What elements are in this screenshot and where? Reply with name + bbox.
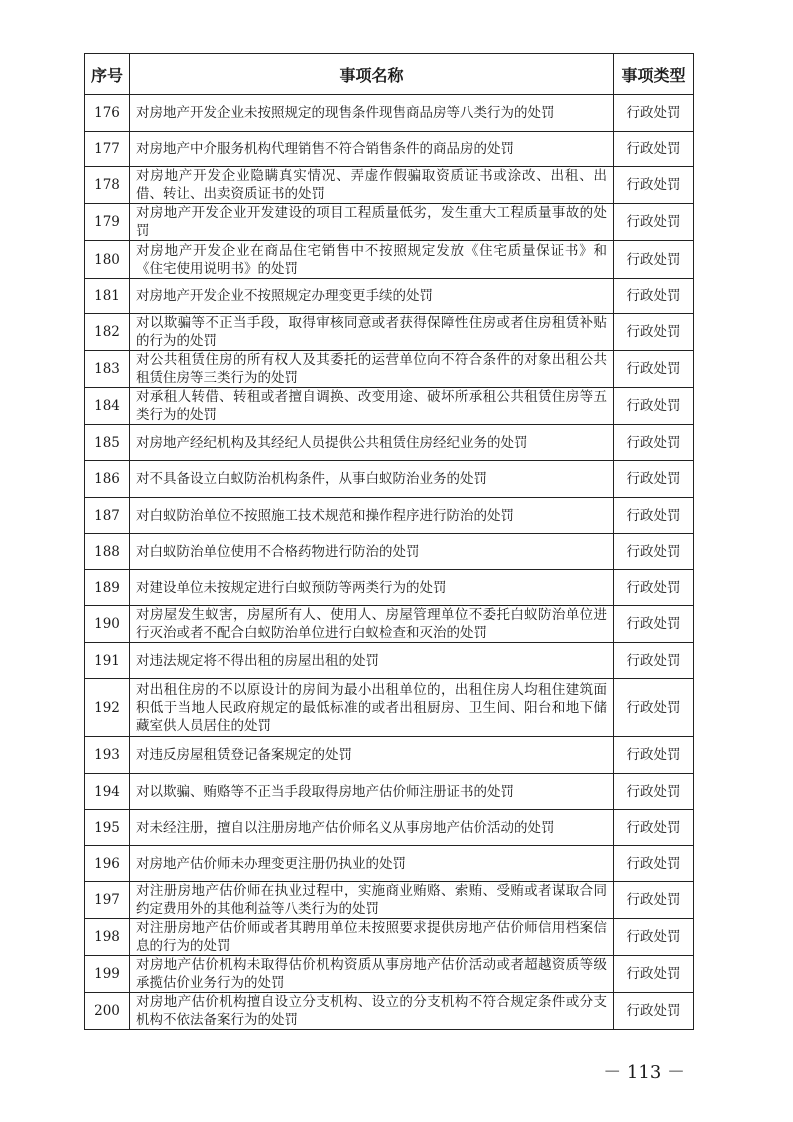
row-name: 对房地产开发企业开发建设的项目工程质量低劣，发生重大工程质量事故的处罚 [130, 204, 614, 241]
row-type: 行政处罚 [614, 643, 694, 679]
row-name: 对白蚁防治单位不按照施工技术规范和操作程序进行防治的处罚 [130, 498, 614, 534]
table-row [85, 534, 694, 570]
row-name: 对公共租赁住房的所有权人及其委托的运营单位向不符合条件的对象出租公共租赁住房等三类行为的处罚 [130, 351, 614, 388]
row-name: 对注册房地产估价师或者其聘用单位未按照要求提供房地产估价师信用档案信息的行为的处罚 [130, 919, 614, 956]
row-num: 200 [85, 993, 130, 1030]
row-num: 183 [85, 351, 130, 388]
row-type: 行政处罚 [614, 314, 694, 351]
row-name: 对未经注册，擅自以注册房地产估价师名义从事房地产估价活动的处罚 [130, 810, 614, 846]
row-type: 行政处罚 [614, 956, 694, 993]
row-name: 对房屋发生蚁害，房屋所有人、使用人、房屋管理单位不委托白蚁防治单位进行灭治或者不配合白蚁防治单位进行白蚁检查和灭治的处罚 [130, 606, 614, 643]
row-type: 行政处罚 [614, 241, 694, 279]
table-row [85, 95, 694, 132]
row-num: 194 [85, 774, 130, 810]
table-row [85, 993, 694, 1030]
row-type: 行政处罚 [614, 606, 694, 643]
table-row [85, 314, 694, 351]
row-name: 对房地产估价机构未取得估价机构资质从事房地产估价活动或者超越资质等级承揽估价业务行为的处罚 [130, 956, 614, 993]
row-num: 193 [85, 737, 130, 774]
row-num: 196 [85, 846, 130, 882]
row-num: 177 [85, 132, 130, 167]
row-name: 对出租住房的不以原设计的房间为最小出租单位的，出租住房人均租住建筑面积低于当地人民政府规定的最低标准的或者出租厨房、卫生间、阳台和地下储藏室供人员居住的处罚 [130, 679, 614, 737]
row-num: 180 [85, 241, 130, 279]
row-name: 对房地产估价机构擅自设立分支机构、设立的分支机构不符合规定条件或分支机构不依法备案行为的处罚 [130, 993, 614, 1030]
table-row [85, 461, 694, 498]
header-name: 事项名称 [130, 54, 614, 95]
row-num: 186 [85, 461, 130, 498]
table-row [85, 919, 694, 956]
table-row [85, 570, 694, 606]
row-name: 对房地产开发企业在商品住宅销售中不按照规定发放《住宅质量保证书》和《住宅使用说明书》的处罚 [130, 241, 614, 279]
table-row [85, 737, 694, 774]
page-number: － 113 － [603, 1062, 685, 1083]
header-row [85, 54, 694, 95]
table-row [85, 882, 694, 919]
matters-table [84, 53, 694, 1030]
row-type: 行政处罚 [614, 167, 694, 204]
row-type: 行政处罚 [614, 993, 694, 1030]
row-type: 行政处罚 [614, 388, 694, 425]
row-type: 行政处罚 [614, 279, 694, 314]
row-num: 189 [85, 570, 130, 606]
row-type: 行政处罚 [614, 919, 694, 956]
row-name: 对房地产估价师未办理变更注册仍执业的处罚 [130, 846, 614, 882]
table-row [85, 204, 694, 241]
header-type: 事项类型 [614, 54, 694, 95]
row-type: 行政处罚 [614, 425, 694, 461]
row-type: 行政处罚 [614, 498, 694, 534]
row-type: 行政处罚 [614, 95, 694, 132]
table-row [85, 643, 694, 679]
row-name: 对违反房屋租赁登记备案规定的处罚 [130, 737, 614, 774]
row-num: 185 [85, 425, 130, 461]
table-row [85, 425, 694, 461]
table-row [85, 956, 694, 993]
row-name: 对建设单位未按规定进行白蚁预防等两类行为的处罚 [130, 570, 614, 606]
table-row [85, 774, 694, 810]
row-num: 195 [85, 810, 130, 846]
row-num: 182 [85, 314, 130, 351]
row-num: 179 [85, 204, 130, 241]
row-name: 对不具备设立白蚁防治机构条件，从事白蚁防治业务的处罚 [130, 461, 614, 498]
table-row [85, 606, 694, 643]
table-row [85, 167, 694, 204]
row-name: 对房地产开发企业未按照规定的现售条件现售商品房等八类行为的处罚 [130, 95, 614, 132]
row-type: 行政处罚 [614, 204, 694, 241]
row-type: 行政处罚 [614, 846, 694, 882]
table-body [85, 95, 694, 1030]
row-num: 191 [85, 643, 130, 679]
row-type: 行政处罚 [614, 882, 694, 919]
row-num: 199 [85, 956, 130, 993]
table-row [85, 388, 694, 425]
row-name: 对房地产经纪机构及其经纪人员提供公共租赁住房经纪业务的处罚 [130, 425, 614, 461]
row-type: 行政处罚 [614, 570, 694, 606]
row-name: 对房地产开发企业不按照规定办理变更手续的处罚 [130, 279, 614, 314]
row-type: 行政处罚 [614, 132, 694, 167]
row-type: 行政处罚 [614, 737, 694, 774]
row-type: 行政处罚 [614, 810, 694, 846]
row-type: 行政处罚 [614, 774, 694, 810]
row-type: 行政处罚 [614, 351, 694, 388]
row-type: 行政处罚 [614, 534, 694, 570]
row-name: 对违法规定将不得出租的房屋出租的处罚 [130, 643, 614, 679]
row-num: 187 [85, 498, 130, 534]
row-type: 行政处罚 [614, 461, 694, 498]
table-row [85, 679, 694, 737]
table-row [85, 132, 694, 167]
row-num: 192 [85, 679, 130, 737]
table-row [85, 279, 694, 314]
table-row [85, 498, 694, 534]
row-num: 176 [85, 95, 130, 132]
table-row [85, 241, 694, 279]
row-num: 184 [85, 388, 130, 425]
row-name: 对承租人转借、转租或者擅自调换、改变用途、破坏所承租公共租赁住房等五类行为的处罚 [130, 388, 614, 425]
row-num: 197 [85, 882, 130, 919]
row-name: 对以欺骗、贿赂等不正当手段取得房地产估价师注册证书的处罚 [130, 774, 614, 810]
row-num: 181 [85, 279, 130, 314]
row-num: 178 [85, 167, 130, 204]
row-name: 对房地产中介服务机构代理销售不符合销售条件的商品房的处罚 [130, 132, 614, 167]
table-row [85, 351, 694, 388]
row-name: 对注册房地产估价师在执业过程中，实施商业贿赂、索贿、受贿或者谋取合同约定费用外的其他利益等八类行为的处罚 [130, 882, 614, 919]
row-name: 对房地产开发企业隐瞒真实情况、弄虚作假骗取资质证书或涂改、出租、出借、转让、出卖资质证书的处罚 [130, 167, 614, 204]
table-row [85, 810, 694, 846]
header-num: 序号 [85, 54, 130, 95]
row-num: 188 [85, 534, 130, 570]
row-num: 198 [85, 919, 130, 956]
row-type: 行政处罚 [614, 679, 694, 737]
row-name: 对以欺骗等不正当手段，取得审核同意或者获得保障性住房或者住房租赁补贴的行为的处罚 [130, 314, 614, 351]
row-name: 对白蚁防治单位使用不合格药物进行防治的处罚 [130, 534, 614, 570]
table-row [85, 846, 694, 882]
row-num: 190 [85, 606, 130, 643]
